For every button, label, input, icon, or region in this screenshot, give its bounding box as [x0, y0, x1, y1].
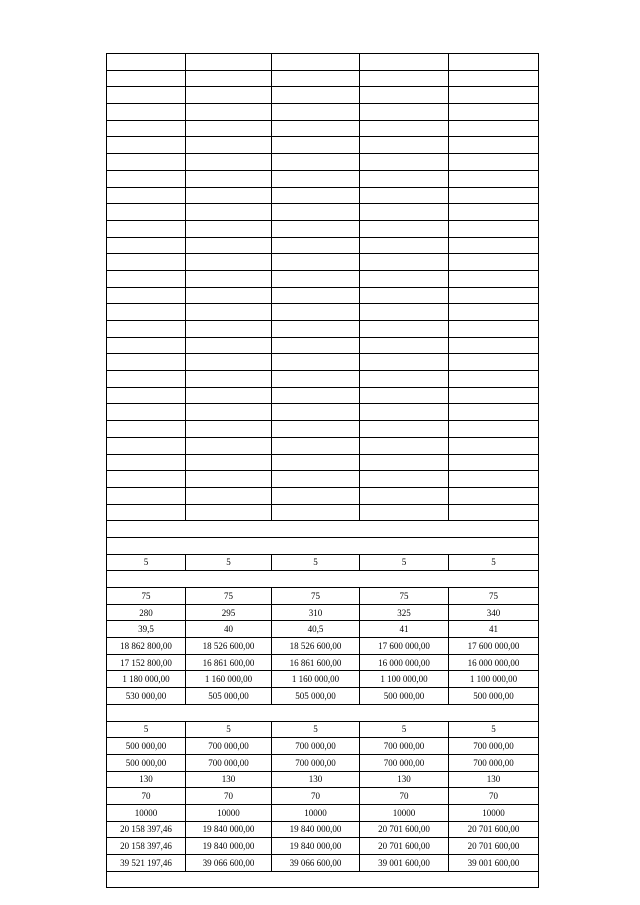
table-cell — [360, 471, 449, 488]
table-cell: 16 861 600,00 — [186, 654, 272, 671]
table-cell — [272, 471, 360, 488]
table-cell — [449, 487, 539, 504]
table-row — [107, 254, 539, 271]
table-row — [107, 487, 539, 504]
table-cell — [272, 321, 360, 338]
table-row — [107, 437, 539, 454]
table-cell — [360, 104, 449, 121]
table-cell: 130 — [186, 771, 272, 788]
table-cell — [186, 254, 272, 271]
table-cell — [360, 304, 449, 321]
table-cell: 700 000,00 — [186, 738, 272, 755]
table-cell: 700 000,00 — [360, 738, 449, 755]
table-cell — [272, 270, 360, 287]
table-row — [107, 354, 539, 371]
table-cell — [186, 437, 272, 454]
table-cell — [449, 454, 539, 471]
table-cell — [449, 437, 539, 454]
table-cell: 70 — [272, 788, 360, 805]
table-cell: 16 000 000,00 — [449, 654, 539, 671]
table-cell — [360, 404, 449, 421]
table-row — [107, 337, 539, 354]
table-cell: 75 — [272, 588, 360, 605]
table-cell — [272, 504, 360, 521]
table-cell — [272, 104, 360, 121]
table-cell — [107, 304, 186, 321]
table-cell: 5 — [107, 554, 186, 571]
table-cell: 130 — [272, 771, 360, 788]
table-row — [107, 371, 539, 388]
table-cell — [360, 270, 449, 287]
table-cell — [186, 371, 272, 388]
table-cell — [107, 437, 186, 454]
table-row — [107, 421, 539, 438]
table-cell: 18 526 600,00 — [186, 638, 272, 655]
table-cell — [449, 204, 539, 221]
table-cell — [449, 187, 539, 204]
table-cell — [449, 154, 539, 171]
table-cell — [186, 270, 272, 287]
table-row — [107, 788, 539, 805]
table-cell — [107, 237, 186, 254]
table-row — [107, 170, 539, 187]
table-row — [107, 137, 539, 154]
table-cell — [449, 287, 539, 304]
table-cell: 20 701 600,00 — [449, 821, 539, 838]
table-cell — [360, 337, 449, 354]
table-cell: 130 — [360, 771, 449, 788]
table-cell: 18 862 800,00 — [107, 638, 186, 655]
table-cell — [186, 204, 272, 221]
table-cell — [449, 304, 539, 321]
table-cell: 130 — [107, 771, 186, 788]
table-cell — [186, 404, 272, 421]
table-cell — [449, 104, 539, 121]
table-cell — [272, 154, 360, 171]
table-cell — [107, 87, 186, 104]
table-cell: 20 701 600,00 — [449, 838, 539, 855]
table-cell — [272, 54, 360, 71]
table-cell — [360, 454, 449, 471]
table-cell: 75 — [360, 588, 449, 605]
table-row — [107, 104, 539, 121]
table-cell — [449, 387, 539, 404]
table-cell — [360, 204, 449, 221]
table-cell: 700 000,00 — [272, 754, 360, 771]
table-cell — [272, 337, 360, 354]
table-cell — [360, 371, 449, 388]
section-cell — [107, 871, 539, 888]
table-cell — [107, 204, 186, 221]
table-cell: 75 — [449, 588, 539, 605]
table-cell: 39 001 600,00 — [360, 855, 449, 872]
table-cell: 500 000,00 — [360, 688, 449, 705]
table-cell — [186, 187, 272, 204]
table-cell — [107, 421, 186, 438]
table-cell: 5 — [360, 721, 449, 738]
table-cell: 17 600 000,00 — [360, 638, 449, 655]
table-cell: 17 600 000,00 — [449, 638, 539, 655]
table-cell — [186, 504, 272, 521]
section-cell — [107, 571, 539, 588]
table-cell: 1 160 000,00 — [272, 671, 360, 688]
table-cell — [107, 504, 186, 521]
table-cell: 16 861 600,00 — [272, 654, 360, 671]
table-cell: 1 100 000,00 — [449, 671, 539, 688]
table-cell: 10000 — [360, 804, 449, 821]
table-row — [107, 754, 539, 771]
table-cell: 41 — [449, 621, 539, 638]
table-cell — [360, 437, 449, 454]
table-row — [107, 621, 539, 638]
table-cell — [360, 421, 449, 438]
table-cell: 19 840 000,00 — [272, 838, 360, 855]
table-cell — [272, 287, 360, 304]
table-cell: 75 — [186, 588, 272, 605]
table-cell — [107, 187, 186, 204]
table-cell: 10000 — [449, 804, 539, 821]
table-cell — [107, 321, 186, 338]
table-cell — [360, 54, 449, 71]
table-cell — [449, 321, 539, 338]
table-cell: 19 840 000,00 — [272, 821, 360, 838]
table-cell — [272, 437, 360, 454]
table-cell — [107, 104, 186, 121]
section-cell — [107, 537, 539, 554]
table-row — [107, 187, 539, 204]
table-row — [107, 721, 539, 738]
table-cell: 1 160 000,00 — [186, 671, 272, 688]
table-cell — [360, 220, 449, 237]
table-cell — [272, 220, 360, 237]
table-cell — [449, 404, 539, 421]
table-cell — [360, 187, 449, 204]
table-cell — [449, 354, 539, 371]
table-cell: 325 — [360, 604, 449, 621]
table-cell — [272, 137, 360, 154]
table-row — [107, 120, 539, 137]
table-row — [107, 688, 539, 705]
table-cell — [449, 371, 539, 388]
table-cell — [360, 321, 449, 338]
table-cell — [186, 237, 272, 254]
table-cell: 700 000,00 — [449, 738, 539, 755]
table-row — [107, 54, 539, 71]
table-row — [107, 454, 539, 471]
table-row — [107, 838, 539, 855]
table-cell — [360, 487, 449, 504]
table-cell — [272, 354, 360, 371]
table-row — [107, 70, 539, 87]
table-cell — [449, 337, 539, 354]
table-cell — [272, 204, 360, 221]
table-cell: 5 — [186, 554, 272, 571]
table-cell: 5 — [360, 554, 449, 571]
table-cell: 16 000 000,00 — [360, 654, 449, 671]
table-cell — [272, 187, 360, 204]
table-cell — [107, 371, 186, 388]
table-cell — [360, 504, 449, 521]
table-cell — [272, 387, 360, 404]
table-cell — [449, 137, 539, 154]
table-cell — [186, 321, 272, 338]
table-cell: 19 840 000,00 — [186, 838, 272, 855]
table-cell — [107, 354, 186, 371]
table-cell — [107, 487, 186, 504]
table-cell — [272, 304, 360, 321]
table-cell — [360, 254, 449, 271]
table-cell — [272, 371, 360, 388]
table-row — [107, 804, 539, 821]
table-cell — [360, 354, 449, 371]
table-row — [107, 237, 539, 254]
table-cell — [449, 254, 539, 271]
table-cell — [186, 87, 272, 104]
table-cell: 5 — [449, 721, 539, 738]
table-cell — [449, 120, 539, 137]
table-cell — [272, 487, 360, 504]
table-cell — [272, 237, 360, 254]
table-cell — [272, 421, 360, 438]
table-cell — [272, 170, 360, 187]
table-cell — [186, 120, 272, 137]
table-cell — [107, 170, 186, 187]
table-cell: 500 000,00 — [107, 738, 186, 755]
table-cell — [360, 120, 449, 137]
table-cell: 20 158 397,46 — [107, 821, 186, 838]
table-cell — [107, 154, 186, 171]
table-cell: 20 158 397,46 — [107, 838, 186, 855]
table-cell — [360, 70, 449, 87]
table-row — [107, 270, 539, 287]
table-row — [107, 154, 539, 171]
table-cell — [449, 504, 539, 521]
table-cell — [107, 471, 186, 488]
table-cell — [272, 404, 360, 421]
table-cell — [449, 170, 539, 187]
table-cell — [107, 54, 186, 71]
table-cell — [186, 487, 272, 504]
table-cell: 10000 — [186, 804, 272, 821]
table-cell: 70 — [107, 788, 186, 805]
table-cell — [360, 154, 449, 171]
table-cell: 70 — [360, 788, 449, 805]
table-row — [107, 638, 539, 655]
table-cell: 340 — [449, 604, 539, 621]
table-cell — [107, 387, 186, 404]
table-cell: 5 — [272, 554, 360, 571]
table-cell — [360, 170, 449, 187]
table-cell — [107, 270, 186, 287]
table-cell: 40 — [186, 621, 272, 638]
table-cell: 20 701 600,00 — [360, 838, 449, 855]
table-cell — [107, 287, 186, 304]
table-row — [107, 738, 539, 755]
table-cell: 1 180 000,00 — [107, 671, 186, 688]
table-cell: 295 — [186, 604, 272, 621]
table-cell: 10000 — [107, 804, 186, 821]
table-cell — [107, 220, 186, 237]
table-cell: 130 — [449, 771, 539, 788]
table-row — [107, 387, 539, 404]
table-cell — [449, 70, 539, 87]
table-cell — [449, 87, 539, 104]
table-row — [107, 654, 539, 671]
section-cell — [107, 704, 539, 721]
table-row — [107, 404, 539, 421]
table-row — [107, 471, 539, 488]
table-cell — [186, 170, 272, 187]
table-cell: 505 000,00 — [186, 688, 272, 705]
table-section-row — [107, 537, 539, 554]
table-cell: 18 526 600,00 — [272, 638, 360, 655]
table-cell: 5 — [186, 721, 272, 738]
table-cell — [449, 471, 539, 488]
table-cell — [186, 387, 272, 404]
table-cell — [272, 120, 360, 137]
table-cell: 39 066 600,00 — [272, 855, 360, 872]
table-cell: 10000 — [272, 804, 360, 821]
table-cell — [186, 471, 272, 488]
table-cell — [107, 454, 186, 471]
table-section-row — [107, 521, 539, 538]
table-cell: 39 066 600,00 — [186, 855, 272, 872]
table-cell: 5 — [107, 721, 186, 738]
table-cell — [107, 337, 186, 354]
table-row — [107, 87, 539, 104]
data-table — [106, 53, 539, 888]
table-cell: 700 000,00 — [272, 738, 360, 755]
table-row — [107, 671, 539, 688]
table-row — [107, 220, 539, 237]
table-section-row — [107, 871, 539, 888]
table-cell — [272, 254, 360, 271]
table-cell — [360, 287, 449, 304]
table-cell: 40,5 — [272, 621, 360, 638]
table-cell: 41 — [360, 621, 449, 638]
table-row — [107, 855, 539, 872]
table-cell: 39 521 197,46 — [107, 855, 186, 872]
table-row — [107, 604, 539, 621]
table-cell — [186, 154, 272, 171]
table-cell: 20 701 600,00 — [360, 821, 449, 838]
table-cell: 39,5 — [107, 621, 186, 638]
table-row — [107, 321, 539, 338]
table-row — [107, 287, 539, 304]
table-cell: 700 000,00 — [186, 754, 272, 771]
table-cell: 75 — [107, 588, 186, 605]
table-cell — [186, 354, 272, 371]
table-cell — [186, 104, 272, 121]
table-cell — [272, 87, 360, 104]
table-cell: 500 000,00 — [107, 754, 186, 771]
table-cell: 500 000,00 — [449, 688, 539, 705]
table-row — [107, 588, 539, 605]
table-cell — [107, 254, 186, 271]
table-cell: 70 — [186, 788, 272, 805]
table-cell — [360, 237, 449, 254]
table-row — [107, 771, 539, 788]
table-cell: 700 000,00 — [449, 754, 539, 771]
table-row — [107, 821, 539, 838]
table-cell — [449, 237, 539, 254]
table-cell — [186, 421, 272, 438]
table-cell — [449, 220, 539, 237]
table-cell: 530 000,00 — [107, 688, 186, 705]
table-cell — [186, 70, 272, 87]
table-cell: 280 — [107, 604, 186, 621]
section-cell — [107, 521, 539, 538]
table-cell — [449, 421, 539, 438]
table-cell — [186, 304, 272, 321]
table-cell — [186, 287, 272, 304]
table-row — [107, 204, 539, 221]
table-section-row — [107, 571, 539, 588]
table-cell — [186, 454, 272, 471]
table-cell: 17 152 800,00 — [107, 654, 186, 671]
table-cell — [360, 87, 449, 104]
table-cell — [449, 54, 539, 71]
table-cell — [360, 387, 449, 404]
table-cell — [272, 454, 360, 471]
table-cell: 70 — [449, 788, 539, 805]
table-cell: 5 — [449, 554, 539, 571]
table-row — [107, 304, 539, 321]
table-row — [107, 554, 539, 571]
table-cell: 19 840 000,00 — [186, 821, 272, 838]
table-cell — [360, 137, 449, 154]
table-cell: 1 100 000,00 — [360, 671, 449, 688]
table-cell — [107, 137, 186, 154]
table-cell — [107, 120, 186, 137]
table-row — [107, 504, 539, 521]
table-cell: 39 001 600,00 — [449, 855, 539, 872]
table-cell — [107, 70, 186, 87]
table-cell — [186, 54, 272, 71]
table-cell — [272, 70, 360, 87]
data-table-body — [107, 54, 539, 888]
table-section-row — [107, 704, 539, 721]
table-cell: 5 — [272, 721, 360, 738]
table-cell: 505 000,00 — [272, 688, 360, 705]
table-cell — [186, 337, 272, 354]
table-cell — [186, 220, 272, 237]
table-cell: 700 000,00 — [360, 754, 449, 771]
table-cell — [186, 137, 272, 154]
table-cell: 310 — [272, 604, 360, 621]
table-cell — [449, 270, 539, 287]
table-cell — [107, 404, 186, 421]
